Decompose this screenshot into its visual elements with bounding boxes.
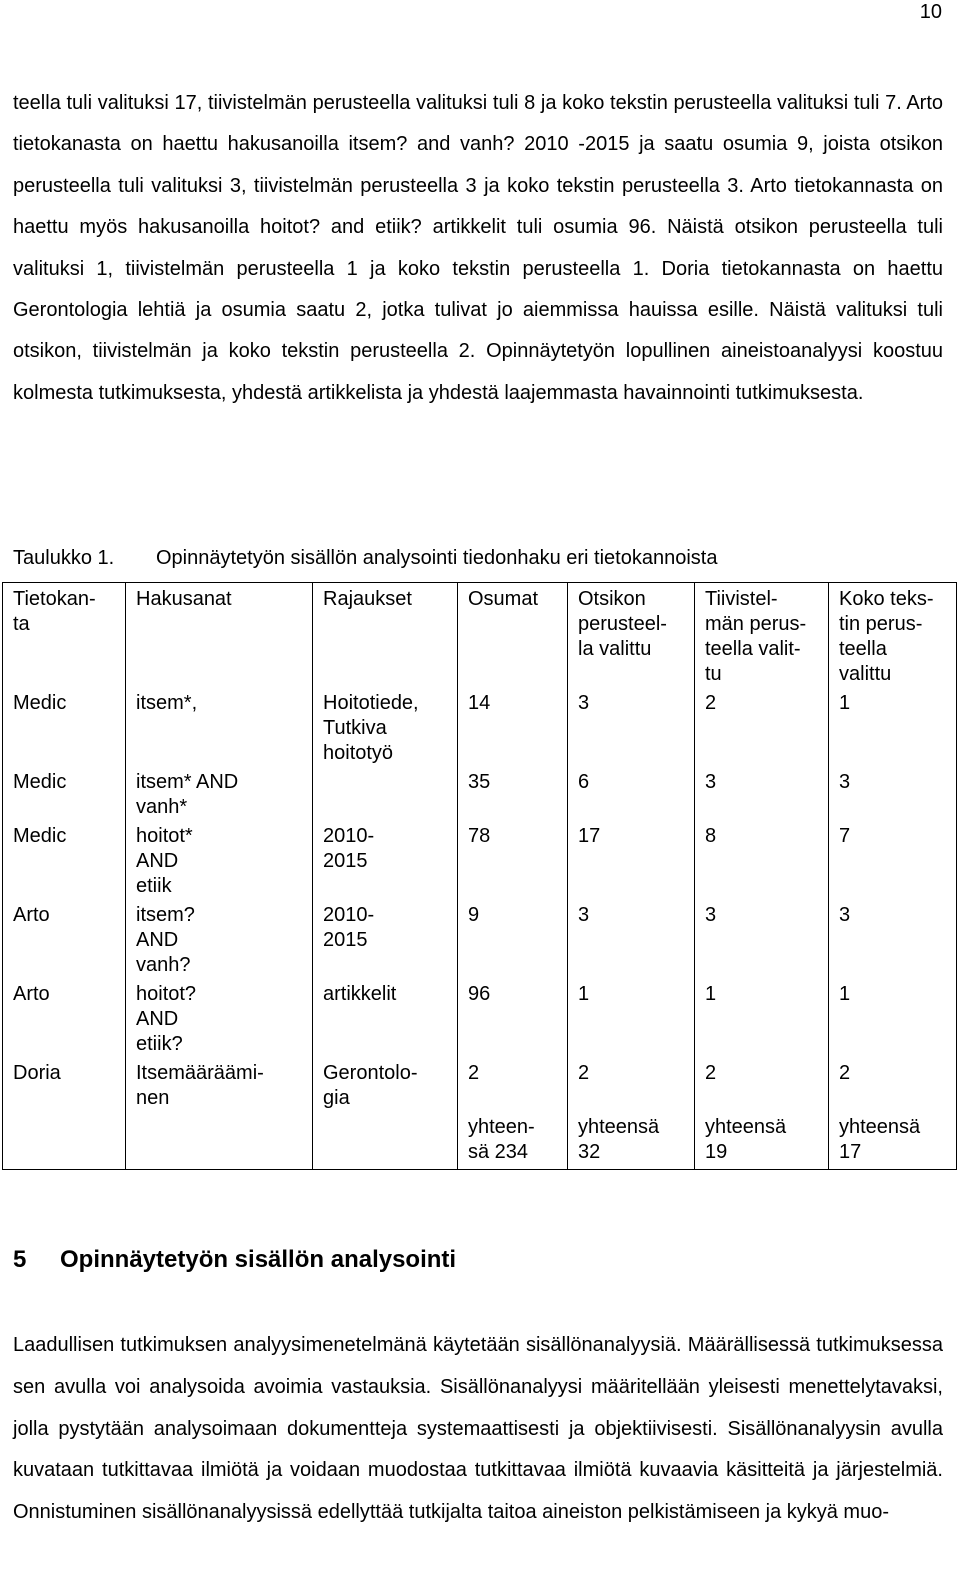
cell-by-abstract: 3 — [695, 768, 829, 822]
cell-keywords: itsem* AND vanh* — [126, 768, 313, 822]
total-hits: yhteen- sä 234 — [458, 1113, 568, 1170]
intro-paragraph: teella tuli valituksi 17, tiivistelmän perusteella valituksi tuli 8 ja koko tekstin perusteella valituksi tuli 7. Arto tietokanasta on haettu hakusanoilla itsem? and vanh? 2010 -2015 ja saatu osumia 9, joista otsikon perusteella tuli valituksi 3, tiivistelmän perusteella 3 ja koko tekstin perusteella 3. Arto tietokannasta on haettu myös hakusanoilla hoitot? and etiik? artikkelit tuli osumia 96. Näistä otsikon perusteella tuli valituksi 1, tiivistelmän perusteella 1 ja koko tekstin perusteella 1. Doria tietokannasta on haettu Gerontologia lehtiä ja osumia saatu 2, jotka tulivat jo aiemmissa hauissa esille. Näistä valituksi tuli otsikon, tiivistelmän ja koko tekstin perusteella 2. Opinnäytetyön lopullinen aineistoanalyysi koostuu kolmesta tutkimuksesta, yhdestä artikkelista ja yhdestä laajemmasta havainnointi tutkimuksesta. — [13, 92, 943, 404]
header-keywords: Hakusanat — [126, 583, 313, 690]
table-row — [3, 901, 957, 980]
header-database: Tietokan- ta — [3, 583, 126, 690]
cell-empty — [313, 1113, 458, 1170]
cell-by-fulltext: 1 — [829, 980, 957, 1059]
cell-by-title: 17 — [568, 822, 695, 901]
cell-keywords: Itsemääräämi- nen — [126, 1059, 313, 1113]
header-limits: Rajaukset — [313, 583, 458, 690]
table-row — [3, 980, 957, 1059]
cell-limits — [313, 768, 458, 822]
section-title: Opinnäytetyön sisällön analysointi — [60, 1246, 457, 1273]
cell-hits: 35 — [458, 768, 568, 822]
cell-by-abstract: 1 — [695, 980, 829, 1059]
header-hits: Osumat — [458, 583, 568, 690]
cell-hits: 78 — [458, 822, 568, 901]
cell-limits: Gerontolo- gia — [313, 1059, 458, 1113]
page-number: 10 — [919, 1, 942, 23]
cell-by-title: 2 — [568, 1059, 695, 1113]
cell-database: Medic — [3, 822, 126, 901]
cell-by-title: 6 — [568, 768, 695, 822]
cell-database: Arto — [3, 980, 126, 1059]
cell-by-abstract: 2 — [695, 1059, 829, 1113]
total-by-abstract: yhteensä 19 — [695, 1113, 829, 1170]
table-row — [3, 1059, 957, 1113]
cell-hits: 96 — [458, 980, 568, 1059]
header-by-title: Otsikon perusteel- la valittu — [568, 583, 695, 690]
cell-keywords: itsem? AND vanh? — [126, 901, 313, 980]
cell-by-abstract: 8 — [695, 822, 829, 901]
cell-database: Doria — [3, 1059, 126, 1113]
section-number: 5 — [13, 1246, 27, 1273]
cell-by-fulltext: 1 — [829, 689, 957, 768]
table-caption — [13, 545, 717, 571]
cell-empty — [126, 1113, 313, 1170]
cell-by-fulltext: 2 — [829, 1059, 957, 1113]
table-caption-text: Opinnäytetyön sisällön analysointi tiedonhaku eri tietokannoista — [156, 547, 718, 569]
cell-keywords: hoitot? AND etiik? — [126, 980, 313, 1059]
total-by-title: yhteensä 32 — [568, 1113, 695, 1170]
table-row — [3, 768, 957, 822]
section-paragraph: Laadullisen tutkimuksen analyysimenetelmänä käytetään sisällönanalyysiä. Määrällisessä tutkimuksessa sen avulla voi analysoida avoimia vastauksia. Sisällönanalyysi määritellään yleisesti menettelytavaksi, jolla pystytään analysoimaan dokumentteja systemaattisesti ja objektiivisesti. Sisällönanalyysin avulla kuvataan tutkittavaa ilmiötä ja voidaan muodostaa tutkittavaa ilmiötä kuvaavia käsitteitä ja järjestelmiä. Onnistuminen sisällönanalyysissä edellyttää tutkijalta taitoa aineiston pelkistämiseen ja kykyä muo- — [13, 1334, 943, 1524]
cell-limits: 2010- 2015 — [313, 901, 458, 980]
cell-by-title: 3 — [568, 901, 695, 980]
total-by-fulltext: yhteensä 17 — [829, 1113, 957, 1170]
cell-limits: Hoitotiede, Tutkiva hoitotyö — [313, 689, 458, 768]
cell-database: Medic — [3, 768, 126, 822]
cell-hits: 2 — [458, 1059, 568, 1113]
cell-limits: 2010- 2015 — [313, 822, 458, 901]
table-row — [3, 689, 957, 768]
header-by-fulltext: Koko teks- tin perus- teella valittu — [829, 583, 957, 690]
cell-by-fulltext: 3 — [829, 768, 957, 822]
cell-empty — [3, 1113, 126, 1170]
cell-database: Arto — [3, 901, 126, 980]
search-results-table — [2, 582, 957, 1170]
cell-by-title: 3 — [568, 689, 695, 768]
cell-database: Medic — [3, 689, 126, 768]
cell-hits: 14 — [458, 689, 568, 768]
cell-by-title: 1 — [568, 980, 695, 1059]
table-caption-label: Taulukko 1. — [13, 547, 115, 569]
cell-limits: artikkelit — [313, 980, 458, 1059]
header-by-abstract: Tiivistel- män perus- teella valit- tu — [695, 583, 829, 690]
table-row — [3, 822, 957, 901]
table-header-row — [3, 583, 957, 690]
cell-by-abstract: 2 — [695, 689, 829, 768]
cell-keywords: hoitot* AND etiik — [126, 822, 313, 901]
cell-by-abstract: 3 — [695, 901, 829, 980]
section-heading — [13, 1244, 456, 1276]
cell-hits: 9 — [458, 901, 568, 980]
cell-by-fulltext: 7 — [829, 822, 957, 901]
cell-keywords: itsem*, — [126, 689, 313, 768]
cell-by-fulltext: 3 — [829, 901, 957, 980]
table-totals-row — [3, 1113, 957, 1170]
